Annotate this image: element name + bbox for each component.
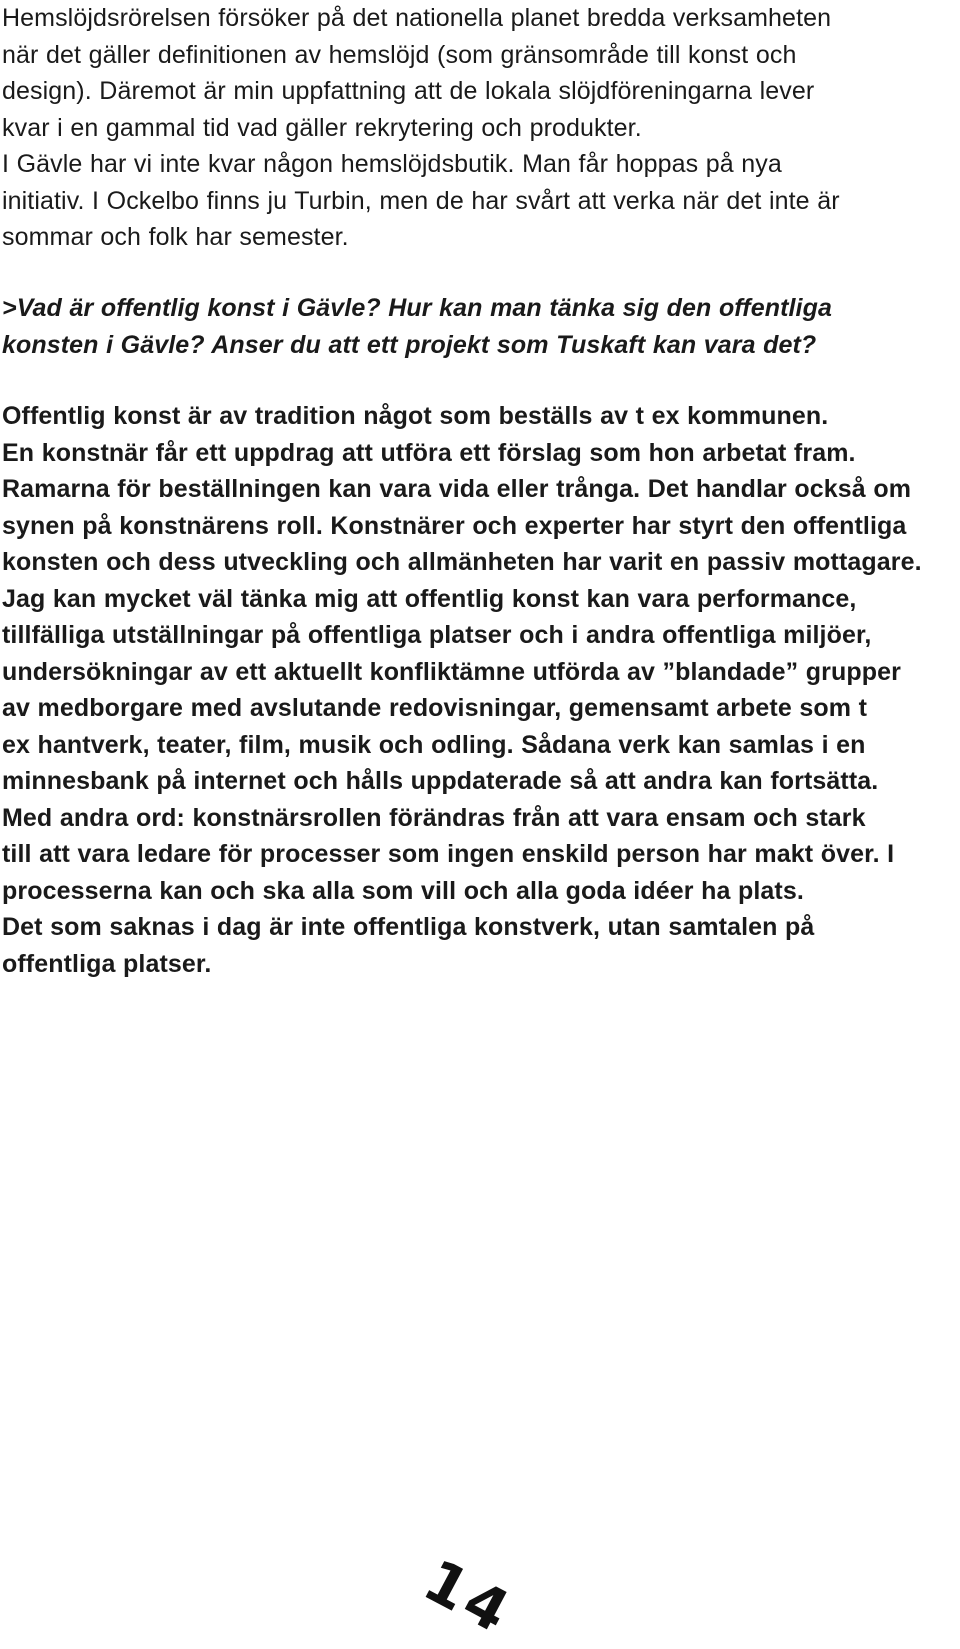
text-line: En konstnär får ett uppdrag att utföra ett förslag som hon arbetat fram.: [2, 438, 856, 467]
page-number: 14: [413, 1546, 524, 1648]
text-line: konsten i Gävle? Anser du att ett projekt som Tuskaft kan vara det?: [2, 330, 817, 359]
text-line: offentliga platser.: [2, 949, 212, 978]
text-line: initiativ. I Ockelbo finns ju Turbin, men de har svårt att verka när det inte är: [2, 186, 840, 215]
text-line: undersökningar av ett aktuellt konfliktämne utförda av ”blandade” grupper: [2, 657, 901, 686]
text-line: Offentlig konst är av tradition något som beställs av t ex kommunen.: [2, 402, 829, 430]
text-line: när det gäller definitionen av hemslöjd (som gränsområde till konst och: [2, 40, 797, 69]
text-line: Med andra ord: konstnärsrollen förändras från att vara ensam och stark: [2, 803, 866, 832]
text-line: sommar och folk har semester.: [2, 223, 349, 251]
text-line: ex hantverk, teater, film, musik och odling. Sådana verk kan samlas i en: [2, 730, 866, 759]
text-line: av medborgare med avslutande redovisningar, gemensamt arbete som t: [2, 694, 868, 722]
text-line: Det som saknas i dag är inte offentliga konstverk, utan samtalen på: [2, 913, 815, 941]
intro-paragraph: [2, 0, 954, 256]
interview-question: [2, 290, 954, 363]
answer-paragraph: [2, 398, 954, 982]
text-line: I Gävle har vi inte kvar någon hemslöjdsbutik. Man får hoppas på nya: [2, 150, 782, 178]
text-line: Jag kan mycket väl tänka mig att offentlig konst kan vara performance,: [2, 584, 857, 613]
text-line: konsten och dess utveckling och allmänheten har varit en passiv mottagare.: [2, 548, 922, 576]
text-line: design). Däremot är min uppfattning att de lokala slöjdföreningarna lever: [2, 77, 815, 105]
text-line: Hemslöjdsrörelsen försöker på det nationella planet bredda verksamheten: [2, 4, 832, 32]
text-line: kvar i en gammal tid vad gäller rekrytering och produkter.: [2, 113, 642, 142]
text-line: Ramarna för beställningen kan vara vida eller trånga. Det handlar också om: [2, 475, 912, 503]
text-line: processerna kan och ska alla som vill och alla goda idéer ha plats.: [2, 876, 804, 905]
text-line: minnesbank på internet och hålls uppdaterade så att andra kan fortsätta.: [2, 767, 879, 795]
text-line: synen på konstnärens roll. Konstnärer och experter har styrt den offentliga: [2, 511, 907, 540]
text-line: tillfälliga utställningar på offentliga platser och i andra offentliga miljöer,: [2, 621, 872, 649]
text-line: >Vad är offentlig konst i Gävle? Hur kan man tänka sig den offentliga: [2, 294, 832, 322]
text-line: till att vara ledare för processer som ingen enskild person har makt över. I: [2, 840, 895, 868]
